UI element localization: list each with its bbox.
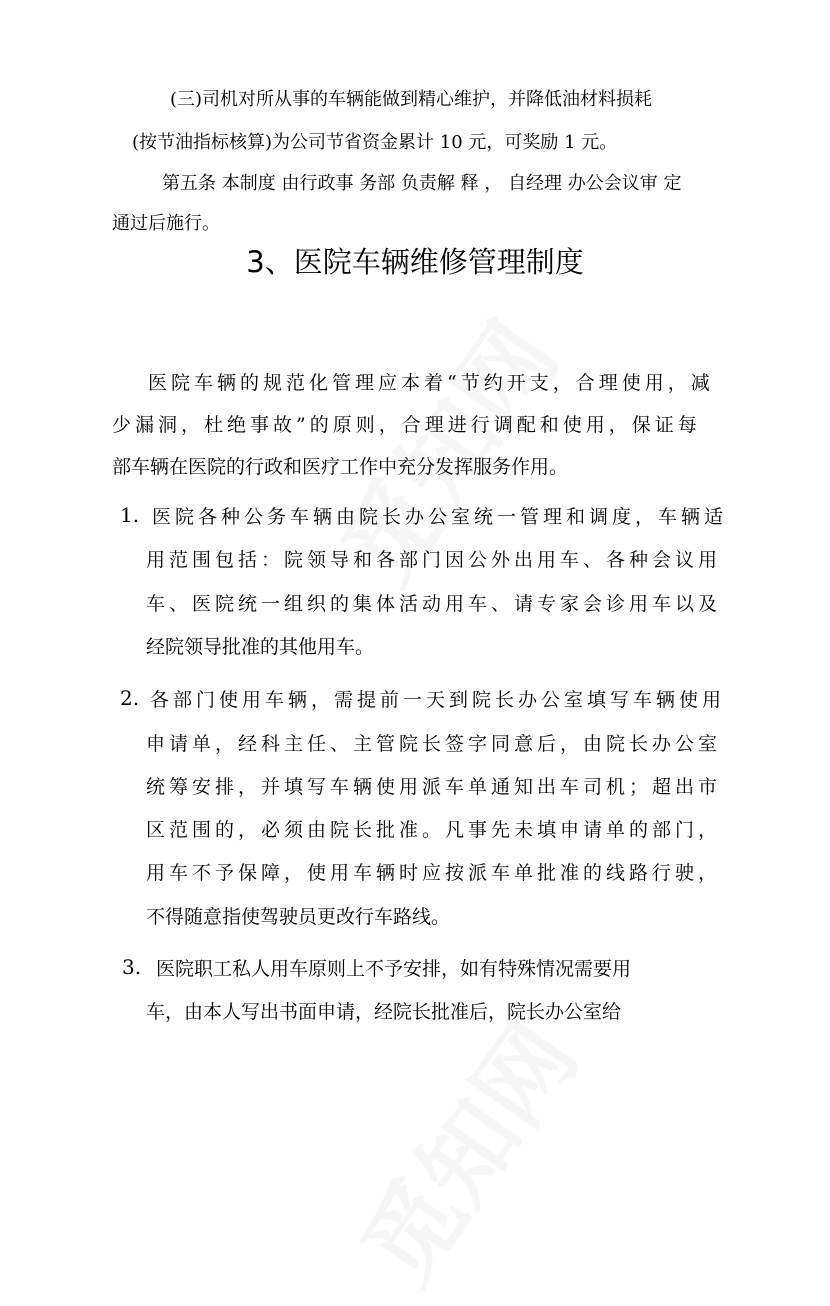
item-2-number: 2. [120,686,140,710]
item-2-line: 统筹安排，并填写车辆使用派车单通知出车司机；超出市 [146,776,722,798]
item-2-line: 不得随意指使驾驶员更改行车路线。 [146,906,451,928]
item-1-line: 经院领导批准的其他用车。 [146,636,375,658]
item-1-line: 医院各种公务车辆由院长办公室统一管理和调度，车辆适 [152,506,728,528]
item-1-line: 用范围包括：院领导和各部门因公外出用车、各种会议用 [146,549,722,571]
section-title: 3、医院车辆维修管理制度 [246,245,584,279]
para-line-1: 医院车辆的规范化管理应本着“节约开支，合理使用，减 [148,372,714,394]
article-five-line-1: 第五条 本制度 由行政事 务部 负责解 释 ， 自经理 办公会议审 定 [162,173,682,194]
article-five-line-2: 通过后施行。 [112,213,220,234]
item-3-line: 医院职工私人用车原则上不予安排，如有特殊情况需要用 [156,958,632,980]
intro-line-1: (三)司机对所从事的车辆能做到精心维护，并降低油材料损耗 [170,89,653,110]
item-3-line: 车，由本人写出书面申请，经院长批准后，院长办公室给 [146,1001,622,1023]
intro-line-2: (按节油指标核算)为公司节省资金累计 10 元，可奖励 1 元。 [132,132,618,153]
item-2-line: 用车不予保障，使用车辆时应按派车单批准的线路行驶， [146,862,722,884]
item-1-number: 1. [120,503,140,527]
item-1-line: 车、医院统一组织的集体活动用车、请专家会诊用车以及 [146,593,722,615]
watermark-bottom [325,991,602,1305]
para-line-2: 少漏洞，杜绝事故”的原则，合理进行调配和使用，保证每 [112,414,701,436]
para-line-3: 部车辆在医院的行政和医疗工作中充分发挥服务作用。 [112,456,569,478]
item-3-number: 3. [122,955,142,979]
item-2-line: 申请单，经科主任、主管院长签字同意后，由院长办公室 [146,733,722,755]
item-2-line: 各部门使用车辆，需提前一天到院长办公室填写车辆使用 [150,689,726,711]
item-2-line: 区范围的，必须由院长批准。凡事先未填申请单的部门， [146,819,722,841]
